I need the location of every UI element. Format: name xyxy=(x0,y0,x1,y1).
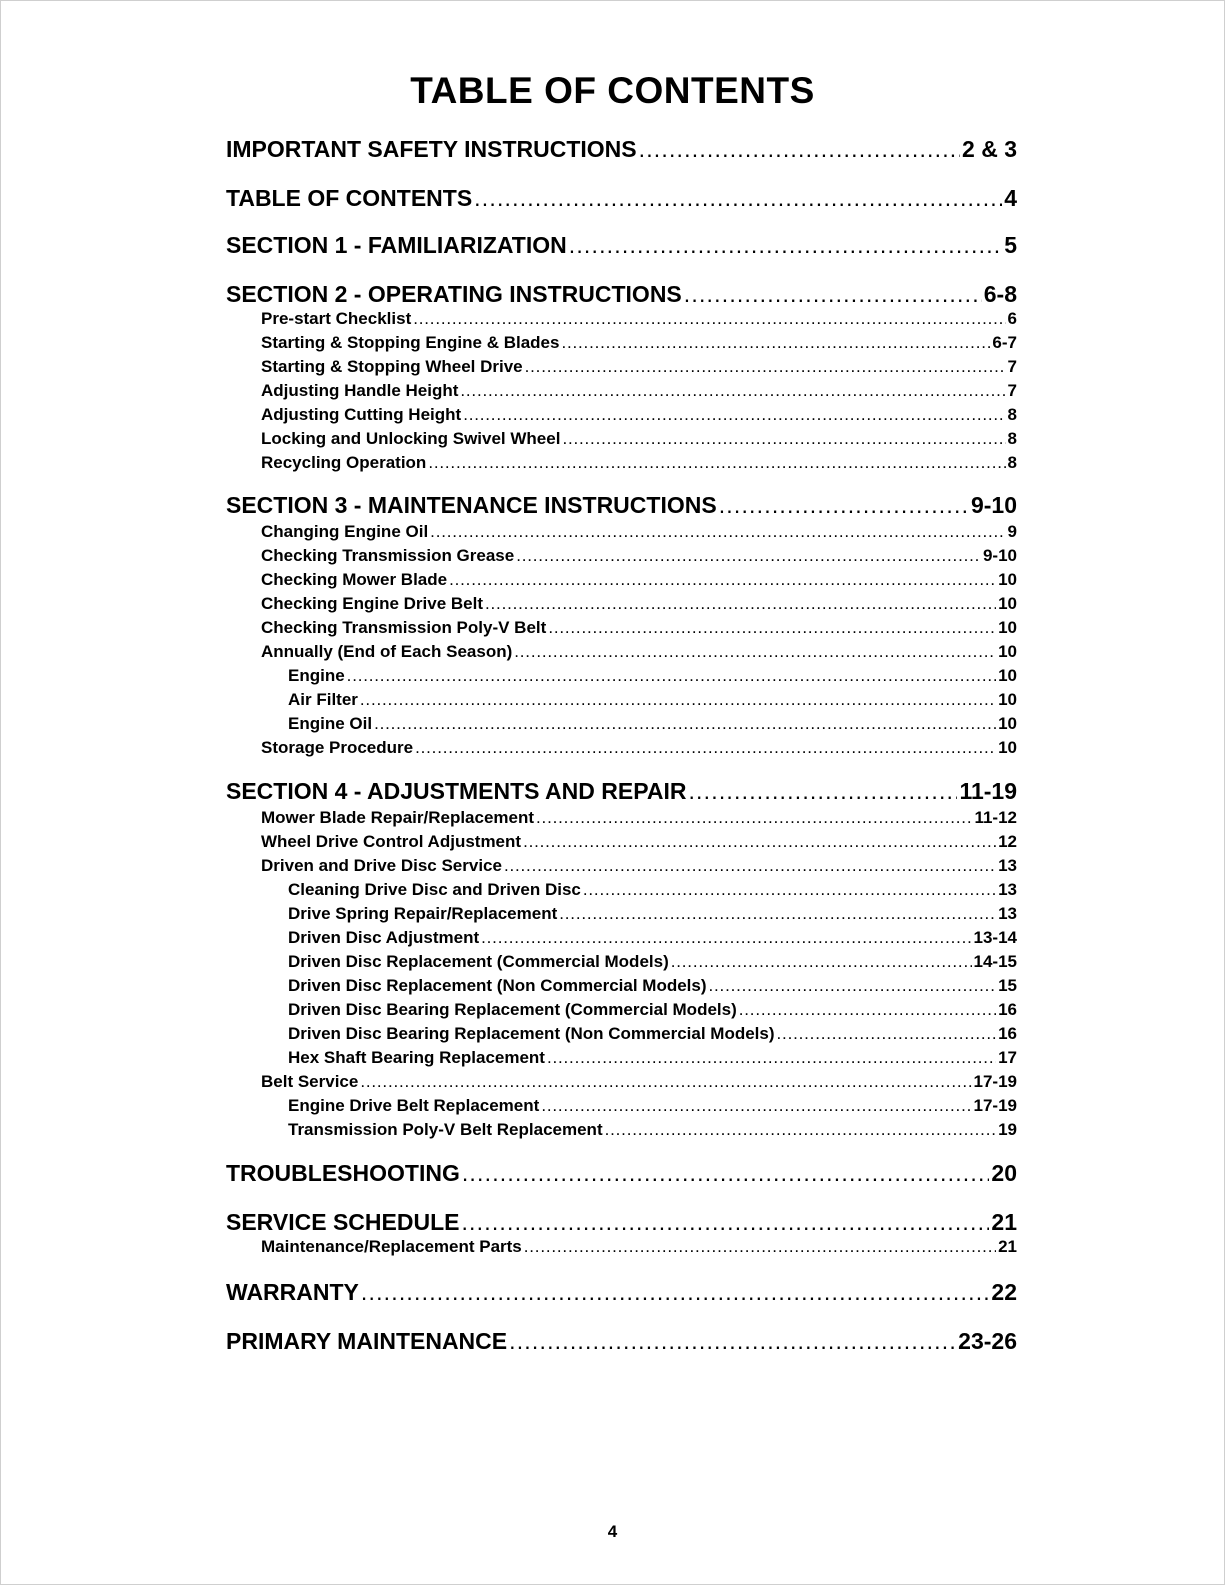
toc-entry-page: 17-19 xyxy=(973,1096,1017,1115)
toc-entry-page: 13 xyxy=(998,856,1017,875)
toc-section-entry xyxy=(226,136,1017,164)
dot-leader xyxy=(547,1048,996,1068)
toc-subentry xyxy=(288,1048,1017,1070)
dot-leader xyxy=(461,1209,989,1236)
toc-subentry xyxy=(261,570,1017,592)
dot-leader xyxy=(360,1072,971,1092)
toc-entry-page: 10 xyxy=(998,714,1017,733)
dot-leader xyxy=(561,333,990,353)
toc-entry-label: Wheel Drive Control Adjustment xyxy=(261,832,522,851)
toc-subentry xyxy=(261,381,1017,403)
dot-leader xyxy=(462,1160,990,1187)
toc-entry-label: Checking Mower Blade xyxy=(261,570,448,589)
dot-leader xyxy=(605,1120,996,1140)
toc-entry-label: Driven Disc Replacement (Commercial Models) xyxy=(288,952,669,971)
toc-entry-page: 10 xyxy=(998,570,1017,589)
toc-entry-page: 10 xyxy=(998,618,1017,637)
toc-subentry xyxy=(288,690,1017,712)
toc-entry-label: SECTION 3 - MAINTENANCE INSTRUCTIONS xyxy=(226,492,717,518)
toc-section-entry xyxy=(226,1160,1017,1188)
toc-entry-page: 10 xyxy=(998,642,1017,661)
dot-leader xyxy=(485,594,996,614)
toc-subentry xyxy=(288,714,1017,736)
toc-entry-label: Checking Transmission Poly-V Belt xyxy=(261,618,547,637)
dot-leader xyxy=(777,1024,997,1044)
toc-entry-label: Maintenance/Replacement Parts xyxy=(261,1237,522,1256)
dot-leader xyxy=(361,1279,990,1306)
toc-entry-page: 10 xyxy=(998,666,1017,685)
toc-entry-label: Transmission Poly-V Belt Replacement xyxy=(288,1120,603,1139)
toc-section-entry xyxy=(226,281,1017,309)
toc-entry-page: 5 xyxy=(1004,232,1017,258)
toc-entry-page: 8 xyxy=(1007,405,1017,424)
toc-entry-label: WARRANTY xyxy=(226,1279,359,1305)
toc-entry-label: Hex Shaft Bearing Replacement xyxy=(288,1048,545,1067)
dot-leader xyxy=(548,618,996,638)
toc-entry-label: Starting & Stopping Wheel Drive xyxy=(261,357,523,376)
toc-entry-page: 9-10 xyxy=(970,492,1017,518)
toc-entry-page: 17-19 xyxy=(973,1072,1017,1091)
dot-leader xyxy=(514,642,996,662)
toc-entry-label: Driven and Drive Disc Service xyxy=(261,856,502,875)
dot-leader xyxy=(516,546,981,566)
toc-entry-label: Air Filter xyxy=(288,690,358,709)
toc-subentry xyxy=(288,1024,1017,1046)
toc-subentry xyxy=(261,405,1017,427)
toc-subentry xyxy=(261,522,1017,544)
toc-entry-label: Belt Service xyxy=(261,1072,359,1091)
toc-subentry xyxy=(261,832,1017,854)
toc-entry-page: 20 xyxy=(991,1160,1017,1186)
toc-entry-page: 6-8 xyxy=(983,281,1017,307)
toc-entry-label: Locking and Unlocking Swivel Wheel xyxy=(261,429,561,448)
toc-subentry xyxy=(261,1072,1017,1094)
toc-subentry xyxy=(261,642,1017,664)
toc-entry-page: 14-15 xyxy=(973,952,1017,971)
toc-entry-label: SECTION 1 - FAMILIARIZATION xyxy=(226,232,567,258)
toc-entry-label: TROUBLESHOOTING xyxy=(226,1160,460,1186)
toc-entry-label: Driven Disc Replacement (Non Commercial Models) xyxy=(288,976,707,995)
dot-leader xyxy=(449,570,996,590)
toc-subentry xyxy=(261,808,1017,830)
toc-subentry xyxy=(288,666,1017,688)
dot-leader xyxy=(569,232,1002,259)
toc-entry-page: 13 xyxy=(998,904,1017,923)
toc-subentry xyxy=(261,333,1017,355)
toc-entry-label: IMPORTANT SAFETY INSTRUCTIONS xyxy=(226,136,637,162)
toc-entry-page: 10 xyxy=(998,594,1017,613)
toc-section-entry xyxy=(226,185,1017,213)
dot-leader xyxy=(430,522,1005,542)
dot-leader xyxy=(559,904,996,924)
toc-section-entry xyxy=(226,778,1017,806)
toc-entry-page: 7 xyxy=(1007,381,1017,400)
dot-leader xyxy=(536,808,972,828)
dot-leader xyxy=(413,309,1005,329)
toc-subentry xyxy=(288,928,1017,950)
dot-leader xyxy=(688,778,957,805)
toc-subentry xyxy=(261,618,1017,640)
toc-entry-label: SECTION 4 - ADJUSTMENTS AND REPAIR xyxy=(226,778,687,804)
toc-section-entry xyxy=(226,1279,1017,1307)
toc-subentry xyxy=(288,1096,1017,1118)
toc-section-entry xyxy=(226,492,1017,520)
dot-leader xyxy=(583,880,996,900)
toc-entry-page: 19 xyxy=(998,1120,1017,1139)
dot-leader xyxy=(509,1328,956,1355)
toc-subentry xyxy=(261,594,1017,616)
toc-entry-label: Pre-start Checklist xyxy=(261,309,412,328)
toc-entry-label: Driven Disc Bearing Replacement (Commercial Models) xyxy=(288,1000,737,1019)
dot-leader xyxy=(428,453,1005,473)
dot-leader xyxy=(347,666,996,686)
dot-leader xyxy=(481,928,971,948)
toc-entry-label: Annually (End of Each Season) xyxy=(261,642,513,661)
toc-entry-label: Driven Disc Adjustment xyxy=(288,928,480,947)
toc-entry-page: 8 xyxy=(1007,429,1017,448)
dot-leader xyxy=(684,281,982,308)
dot-leader xyxy=(474,185,1002,212)
toc-entry-page: 16 xyxy=(998,1000,1017,1019)
toc-entry-page: 10 xyxy=(998,690,1017,709)
dot-leader xyxy=(709,976,997,996)
toc-entry-page: 6 xyxy=(1007,309,1017,328)
toc-entry-label: Starting & Stopping Engine & Blades xyxy=(261,333,560,352)
dot-leader xyxy=(739,1000,996,1020)
toc-entry-page: 9-10 xyxy=(982,546,1017,565)
toc-entry-label: Driven Disc Bearing Replacement (Non Commercial Models) xyxy=(288,1024,775,1043)
toc-entry-label: TABLE OF CONTENTS xyxy=(226,185,473,211)
dot-leader xyxy=(463,405,1005,425)
toc-entry-page: 22 xyxy=(991,1279,1017,1305)
toc-entry-label: Mower Blade Repair/Replacement xyxy=(261,808,535,827)
toc-entry-page: 21 xyxy=(991,1209,1017,1235)
dot-leader xyxy=(360,690,996,710)
page-number: 4 xyxy=(607,1522,618,1541)
toc-entry-page: 10 xyxy=(998,738,1017,757)
dot-leader xyxy=(524,1237,996,1257)
dot-leader xyxy=(541,1096,971,1116)
toc-entry-label: PRIMARY MAINTENANCE xyxy=(226,1328,508,1354)
toc-subentry xyxy=(261,738,1017,760)
toc-entry-page: 23-26 xyxy=(958,1328,1017,1354)
dot-leader xyxy=(523,832,996,852)
toc-entry-page: 13-14 xyxy=(973,928,1017,947)
toc-subentry xyxy=(288,976,1017,998)
dot-leader xyxy=(374,714,996,734)
dot-leader xyxy=(460,381,1005,401)
toc-entry-label: Checking Engine Drive Belt xyxy=(261,594,483,613)
toc-subentry xyxy=(288,952,1017,974)
dot-leader xyxy=(525,357,1006,377)
toc-subentry xyxy=(288,880,1017,902)
toc-section-entry xyxy=(226,232,1017,260)
toc-subentry xyxy=(261,357,1017,379)
toc-subentry xyxy=(261,856,1017,878)
toc-entry-label: Changing Engine Oil xyxy=(261,522,429,541)
toc-subentry xyxy=(261,453,1017,475)
toc-entry-page: 2 & 3 xyxy=(962,136,1017,162)
toc-entry-label: Adjusting Cutting Height xyxy=(261,405,462,424)
toc-entry-page: 8 xyxy=(1007,453,1017,472)
toc-entry-label: SECTION 2 - OPERATING INSTRUCTIONS xyxy=(226,281,682,307)
toc-subentry xyxy=(261,429,1017,451)
toc-subentry xyxy=(288,904,1017,926)
toc-subentry xyxy=(288,1000,1017,1022)
toc-entry-page: 21 xyxy=(998,1237,1017,1256)
dot-leader xyxy=(639,136,960,163)
toc-entry-label: Engine Oil xyxy=(288,714,373,733)
toc-entry-label: SERVICE SCHEDULE xyxy=(226,1209,460,1235)
toc-section-entry xyxy=(226,1328,1017,1356)
toc-entry-label: Checking Transmission Grease xyxy=(261,546,515,565)
toc-entry-label: Recycling Operation xyxy=(261,453,427,472)
toc-entry-page: 16 xyxy=(998,1024,1017,1043)
toc-subentry xyxy=(261,1237,1017,1259)
toc-entry-label: Cleaning Drive Disc and Driven Disc xyxy=(288,880,581,899)
toc-entry-label: Engine xyxy=(288,666,345,685)
toc-entry-page: 11-12 xyxy=(974,808,1017,827)
toc-entry-page: 4 xyxy=(1004,185,1017,211)
toc-entry-page: 7 xyxy=(1007,357,1017,376)
toc-entry-label: Storage Procedure xyxy=(261,738,414,757)
toc-entry-page: 13 xyxy=(998,880,1017,899)
toc-entry-page: 15 xyxy=(998,976,1017,995)
page-title: TABLE OF CONTENTS xyxy=(410,70,815,111)
toc-subentry xyxy=(288,1120,1017,1142)
toc-entry-label: Drive Spring Repair/Replacement xyxy=(288,904,558,923)
toc-subentry xyxy=(261,546,1017,568)
toc-section-entry xyxy=(226,1209,1017,1237)
toc-entry-page: 17 xyxy=(998,1048,1017,1067)
toc-entry-page: 9 xyxy=(1007,522,1017,541)
dot-leader xyxy=(504,856,996,876)
toc-entry-label: Engine Drive Belt Replacement xyxy=(288,1096,540,1115)
dot-leader xyxy=(415,738,996,758)
toc-subentry xyxy=(261,309,1017,331)
toc-entry-page: 11-19 xyxy=(959,778,1017,804)
dot-leader xyxy=(671,952,972,972)
dot-leader xyxy=(719,492,969,519)
toc-entry-page: 6-7 xyxy=(992,333,1017,352)
toc-entry-page: 12 xyxy=(998,832,1017,851)
dot-leader xyxy=(562,429,1005,449)
toc-entry-label: Adjusting Handle Height xyxy=(261,381,459,400)
